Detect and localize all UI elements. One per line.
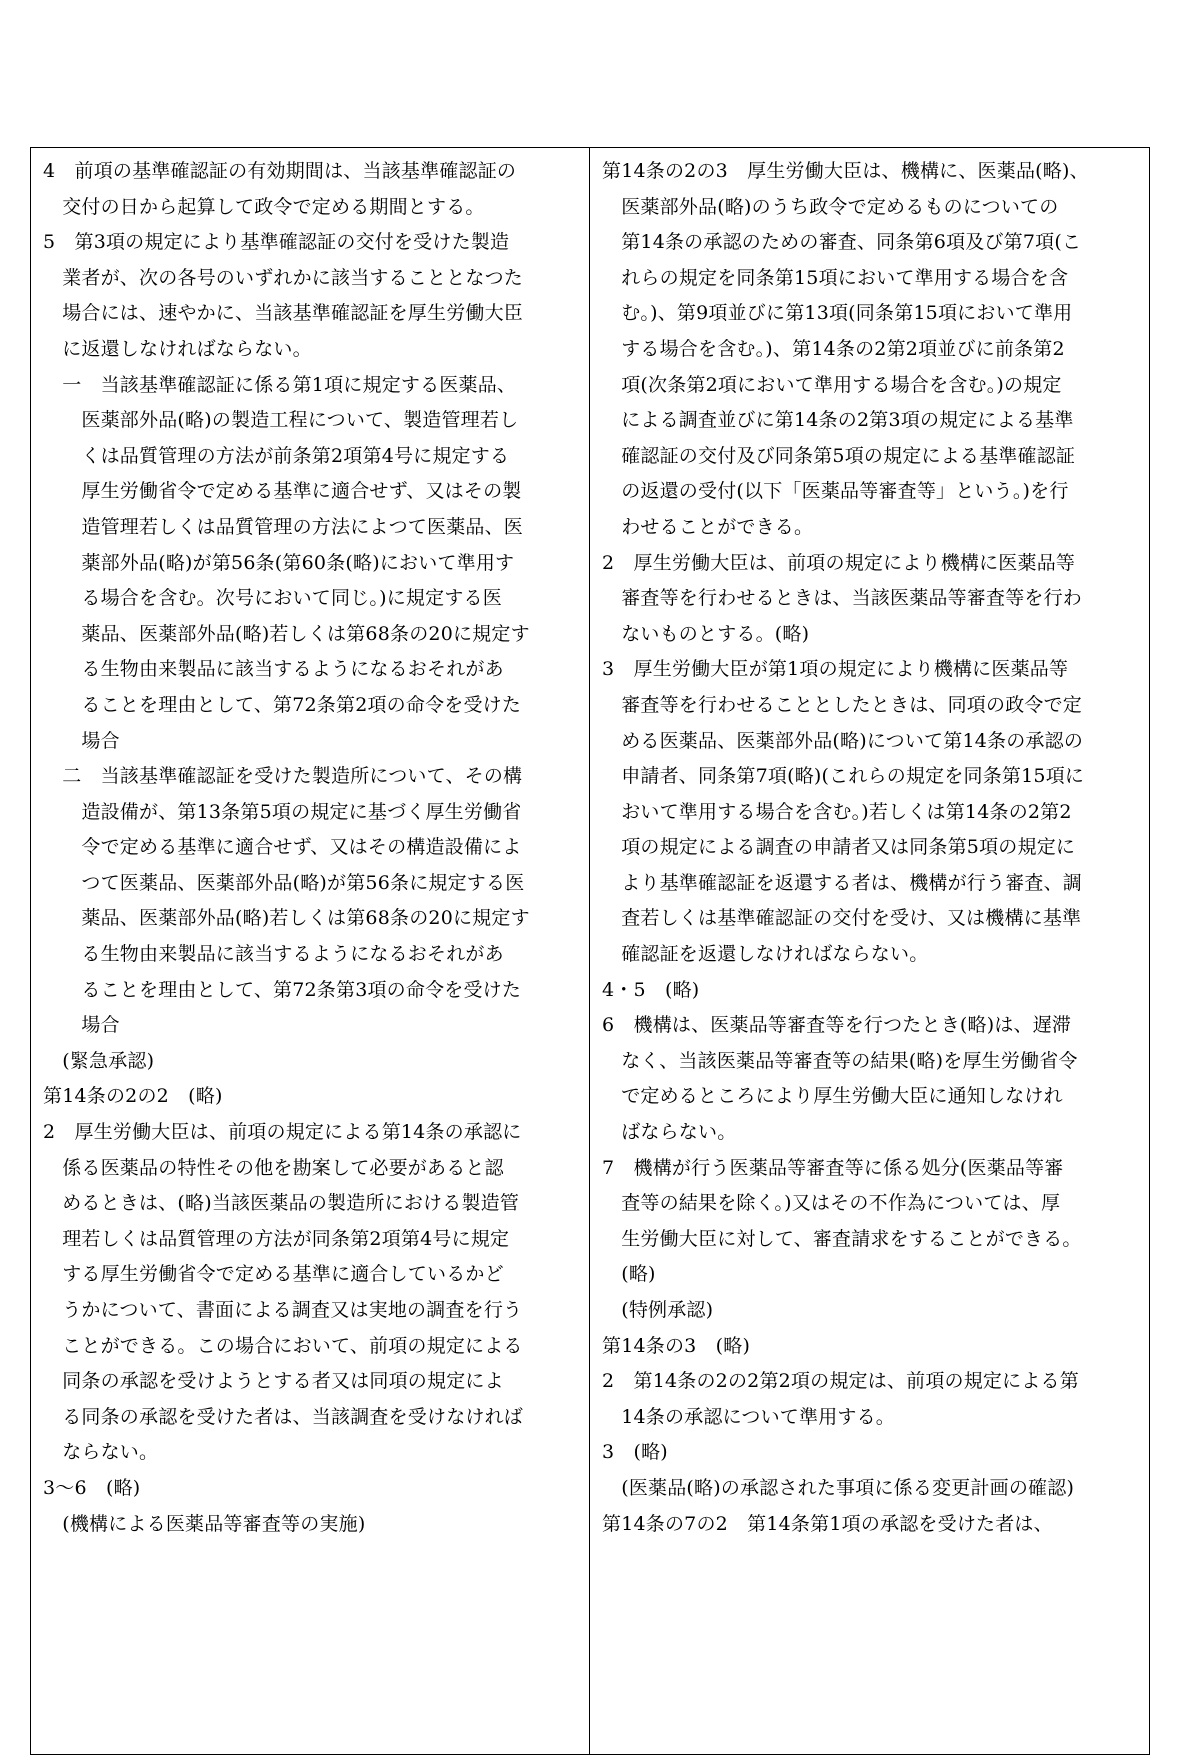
text-line: (略) <box>602 1263 656 1286</box>
text-line: めるときは、(略)当該医薬品の製造所における製造管 <box>43 1192 520 1215</box>
text-line: 薬品、医薬部外品(略)若しくは第68条の20に規定す <box>43 622 530 645</box>
text-line: 第14条の承認のための審査、同条第6項及び第7項(こ <box>602 231 1082 254</box>
text-line: くは品質管理の方法が前条第2項第4号に規定する <box>43 444 510 467</box>
text-line: (緊急承認) <box>43 1049 155 1072</box>
text-line: うかについて、書面による調査又は実地の調査を行う <box>43 1299 523 1321</box>
text-line: 一 当該基準確認証に係る第1項に規定する医薬品、 <box>43 373 517 396</box>
text-line: 3 (略) <box>602 1441 668 1464</box>
text-line: 確認証を返還しなければならない。 <box>602 943 929 966</box>
text-line: 薬品、医薬部外品(略)若しくは第68条の20に規定す <box>43 907 530 930</box>
text-line: 場合 <box>43 729 120 752</box>
text-line: 申請者、同条第7項(略)(これらの規定を同条第15項に <box>602 765 1085 788</box>
text-line: 業者が、次の各号のいずれかに該当することとなつた <box>43 266 524 289</box>
left-column <box>31 148 590 1754</box>
text-line: 第14条の3 (略) <box>602 1334 751 1357</box>
text-line: 7 機構が行う医薬品等審査等に係る処分(医薬品等審 <box>602 1156 1064 1179</box>
text-line: 生労働大臣に対して、審査請求をすることができる。 <box>602 1227 1082 1250</box>
text-line: (機構による医薬品等審査等の実施) <box>43 1512 366 1535</box>
text-line: (医薬品(略)の承認された事項に係る変更計画の確認) <box>602 1476 1075 1499</box>
text-line: 理若しくは品質管理の方法が同条第2項第4号に規定 <box>43 1227 510 1250</box>
text-line: する場合を含む。)、第14条の2第2項並びに前条第2 <box>602 337 1065 360</box>
text-line: 審査等を行わせるときは、当該医薬品等審査等を行わ <box>602 587 1083 610</box>
text-line: つて医薬品、医薬部外品(略)が第56条に規定する医 <box>43 871 525 894</box>
text-line: ことができる。この場合において、前項の規定による <box>43 1334 523 1357</box>
text-line: 項(次条第2項において準用する場合を含む。)の規定 <box>602 373 1062 396</box>
text-line: ならない。 <box>43 1441 159 1464</box>
text-line: る場合を含む。次号において同じ。)に規定する医 <box>43 587 502 610</box>
text-line: 場合には、速やかに、当該基準確認証を厚生労働大臣 <box>43 302 524 325</box>
text-line: より基準確認証を返還する者は、機構が行う審査、調 <box>602 871 1083 894</box>
text-line: 医薬部外品(略)のうち政令で定めるものについての <box>602 195 1059 218</box>
text-line: ることを理由として、第72条第3項の命令を受けた <box>43 978 522 1001</box>
text-line: による調査並びに第14条の2第3項の規定による基準 <box>602 409 1074 432</box>
text-line: 2 厚生労働大臣は、前項の規定による第14条の承認に <box>43 1121 522 1144</box>
text-line: 3～6 (略) <box>43 1476 141 1499</box>
text-line: 4 前項の基準確認証の有効期間は、当該基準確認証の <box>43 160 517 182</box>
text-line: 14条の承認について準用する。 <box>602 1405 895 1428</box>
text-line: 4・5 (略) <box>602 978 700 1001</box>
text-line: 確認証の交付及び同条第5項の規定による基準確認証 <box>602 444 1076 467</box>
text-line: 査等の結果を除く。)又はその不作為については、厚 <box>602 1192 1061 1215</box>
text-line: 査若しくは基準確認証の交付を受け、又は機構に基準 <box>602 907 1082 930</box>
text-line: る生物由来製品に該当するようになるおそれがあ <box>43 943 504 966</box>
text-line: なく、当該医薬品等審査等の結果(略)を厚生労働省令 <box>602 1049 1078 1072</box>
comparison-table <box>30 147 1150 1755</box>
right-column <box>590 148 1149 1754</box>
text-line: (特例承認) <box>602 1299 714 1321</box>
text-line: に返還しなければならない。 <box>43 337 312 360</box>
text-line: 第14条の2の2 (略) <box>43 1085 223 1108</box>
text-line: 薬部外品(略)が第56条(第60条(略)において準用す <box>43 551 515 574</box>
text-line: る同条の承認を受けた者は、当該調査を受けなければ <box>43 1405 524 1428</box>
text-line: 同条の承認を受けようとする者又は同項の規定によ <box>43 1370 504 1393</box>
text-line: おいて準用する場合を含む。)若しくは第14条の2第2 <box>602 800 1072 823</box>
text-line: 5 第3項の規定により基準確認証の交付を受けた製造 <box>43 231 510 254</box>
text-line: 2 第14条の2の2第2項の規定は、前項の規定による第 <box>602 1370 1079 1393</box>
text-line: わせることができる。 <box>602 515 814 538</box>
text-line: ることを理由として、第72条第2項の命令を受けた <box>43 693 522 716</box>
text-line: ないものとする。(略) <box>602 622 810 645</box>
text-line: れらの規定を同条第15項において準用する場合を含 <box>602 266 1069 289</box>
text-line: 令で定める基準に適合せず、又はその構造設備によ <box>43 836 522 859</box>
text-line: 項の規定による調査の申請者又は同条第5項の規定に <box>602 836 1076 859</box>
text-line: 2 厚生労働大臣は、前項の規定により機構に医薬品等 <box>602 551 1076 574</box>
text-line: る生物由来製品に該当するようになるおそれがあ <box>43 658 504 681</box>
text-line: 第14条の2の3 厚生労働大臣は、機構に、医薬品(略)、 <box>602 160 1089 182</box>
text-line: で定めるところにより厚生労働大臣に通知しなけれ <box>602 1085 1063 1108</box>
text-line: 造管理若しくは品質管理の方法によつて医薬品、医 <box>43 515 524 538</box>
text-line: める医薬品、医薬部外品(略)について第14条の承認の <box>602 729 1084 752</box>
text-line: む。)、第9項並びに第13項(同条第15項において準用 <box>602 302 1073 325</box>
text-line: 医薬部外品(略)の製造工程について、製造管理若し <box>43 409 519 432</box>
text-line: 係る医薬品の特性その他を勘案して必要があると認 <box>43 1156 504 1179</box>
text-line: する厚生労働省令で定める基準に適合しているかど <box>43 1263 504 1286</box>
text-line: 場合 <box>43 1014 120 1037</box>
text-line: 造設備が、第13条第5項の規定に基づく厚生労働省 <box>43 800 522 823</box>
text-line: の返還の受付(以下「医薬品等審査等」という。)を行 <box>602 480 1069 503</box>
text-line: 6 機構は、医薬品等審査等を行つたとき(略)は、遅滞 <box>602 1014 1072 1037</box>
text-line: 二 当該基準確認証を受けた製造所について、その構 <box>43 765 523 788</box>
text-line: 審査等を行わせることとしたときは、同項の政令で定 <box>602 693 1083 716</box>
text-line: 第14条の7の2 第14条第1項の承認を受けた者は、 <box>602 1512 1053 1535</box>
text-line: 交付の日から起算して政令で定める期間とする。 <box>43 195 485 218</box>
text-line: 3 厚生労働大臣が第1項の規定により機構に医薬品等 <box>602 658 1069 681</box>
text-line: 厚生労働省令で定める基準に適合せず、又はその製 <box>43 480 522 503</box>
text-line: ばならない。 <box>602 1121 737 1144</box>
